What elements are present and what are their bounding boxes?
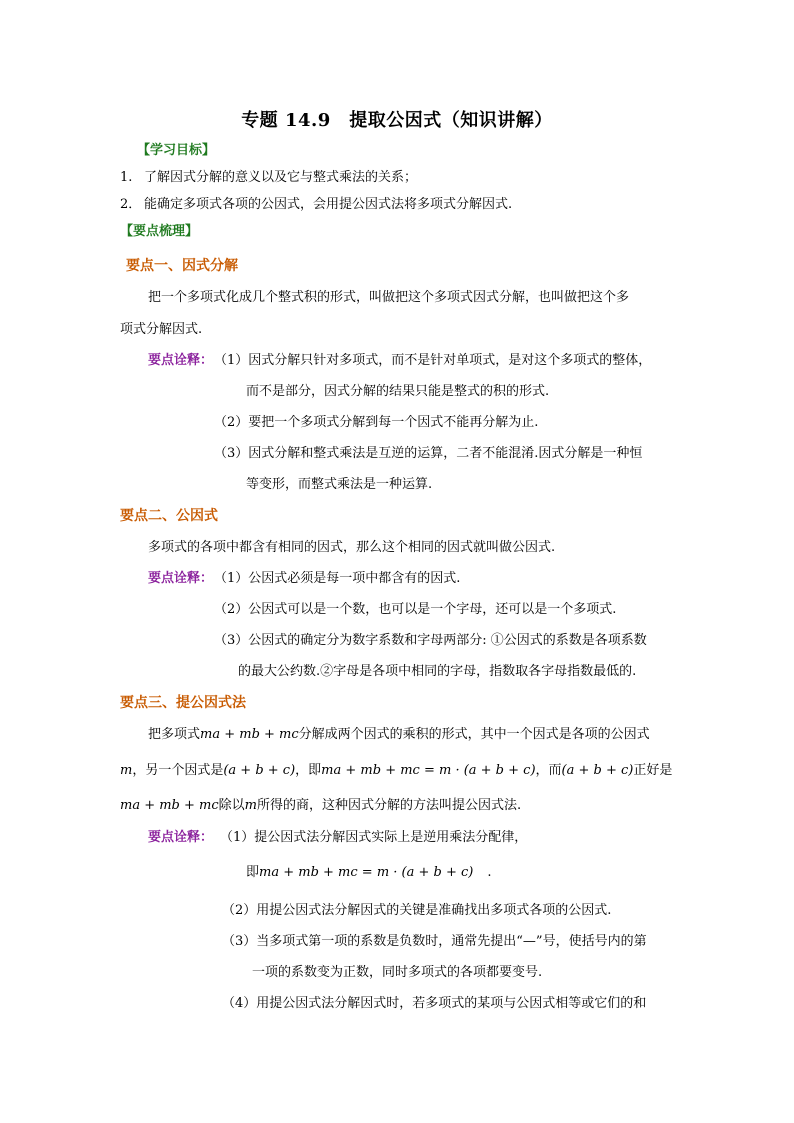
section-heading-3: 要点三、提公因式法 [120, 695, 246, 711]
note-line: （2）用提公因式法分解因式的关键是准确找出多项式各项的公因式. [222, 903, 612, 918]
note-line: （3）公因式的确定分为数字系数和字母两部分: ①公因式的系数是各项系数 [214, 633, 647, 648]
text-segment: . [487, 865, 492, 880]
objectives-heading: 【学习目标】 [137, 143, 216, 158]
section-heading-2: 要点二、公因式 [120, 508, 218, 524]
objective-item-1 [120, 166, 417, 185]
text-segment: 分解成两个因式的乘积的形式，其中一个因式是各项的公因式 [298, 727, 650, 742]
math-expression: ma + mb + mc [120, 798, 219, 813]
note-line: （3）当多项式第一项的系数是负数时，通常先提出“—”号，使括号内的第 [222, 934, 647, 949]
objective-number: 2． [120, 197, 142, 212]
note-line: （1）因式分解只针对多项式，而不是针对单项式，是对这个多项式的整体， [214, 353, 652, 368]
page-title: 专题 14.9 提取公因式（知识讲解） [241, 110, 553, 131]
math-expression: (a + b + c) [223, 763, 296, 778]
text-segment: 即 [246, 865, 260, 880]
math-expression: ma + mb + mc = m · (a + b + c) [259, 865, 474, 880]
section-3-line-1 [148, 723, 650, 742]
math-expression: m [120, 763, 133, 778]
section-heading-1: 要点一、因式分解 [126, 258, 238, 274]
section-2-intro-line: 多项式的各项中都含有相同的因式，那么这个相同的因式就叫做公因式. [148, 540, 556, 555]
objective-number: 1. [120, 170, 133, 185]
objective-item-2 [120, 193, 512, 212]
note-label: 要点诠释： [148, 830, 214, 845]
note-line: 而不是部分，因式分解的结果只能是整式的积的形式. [246, 384, 550, 399]
section-3-line-3 [120, 794, 521, 813]
section-3-line-2 [120, 759, 672, 778]
math-expression: ma + mb + mc [200, 727, 299, 742]
note-line: 的最大公约数.②字母是各项中相同的字母，指数取各字母指数最低的. [238, 664, 637, 679]
math-expression: m [244, 798, 257, 813]
objective-text: 了解因式分解的意义以及它与整式乘法的关系； [144, 170, 418, 185]
text-segment: ，而 [535, 763, 562, 778]
note-label: 要点诠释： [148, 571, 214, 586]
math-expression: (a + b + c) [561, 763, 634, 778]
text-segment: 把多项式 [148, 727, 201, 742]
text-segment: 除以 [218, 798, 245, 813]
note-line: （2）要把一个多项式分解到每一个因式不能再分解为止. [214, 415, 539, 430]
note-line: （1）公因式必须是每一项中都含有的因式. [214, 571, 461, 586]
note-line: （2）公因式可以是一个数，也可以是一个字母，还可以是一个多项式. [214, 602, 617, 617]
text-segment: ，另一个因式是 [132, 763, 224, 778]
note-line: （4）用提公因式法分解因式时，若多项式的某项与公因式相等或它们的和 [222, 996, 647, 1011]
text-segment: 所得的商，这种因式分解的方法叫提公因式法. [257, 798, 522, 813]
text-segment: 正好是 [633, 763, 673, 778]
math-expression: ma + mb + mc = m · (a + b + c) [321, 763, 536, 778]
section-1-intro-line: 项式分解因式. [120, 322, 203, 337]
text-segment: ，即 [295, 763, 322, 778]
note-line: 一项的系数变为正数，同时多项式的各项都要变号. [252, 965, 543, 980]
note-label: 要点诠释： [148, 353, 214, 368]
points-heading: 【要点梳理】 [120, 224, 199, 239]
note-formula-line [246, 861, 492, 880]
note-line: （3）因式分解和整式乘法是互逆的运算，二者不能混淆.因式分解是一种恒 [214, 446, 643, 461]
note-line: 等变形，而整式乘法是一种运算. [246, 477, 433, 492]
objective-text: 能确定多项式各项的公因式，会用提公因式法将多项式分解因式. [144, 197, 513, 212]
section-1-intro-line: 把一个多项式化成几个整式积的形式，叫做把这个多项式因式分解，也叫做把这个多 [148, 290, 630, 305]
note-line: （1）提公因式法分解因式实际上是逆用乘法分配律， [220, 830, 528, 845]
